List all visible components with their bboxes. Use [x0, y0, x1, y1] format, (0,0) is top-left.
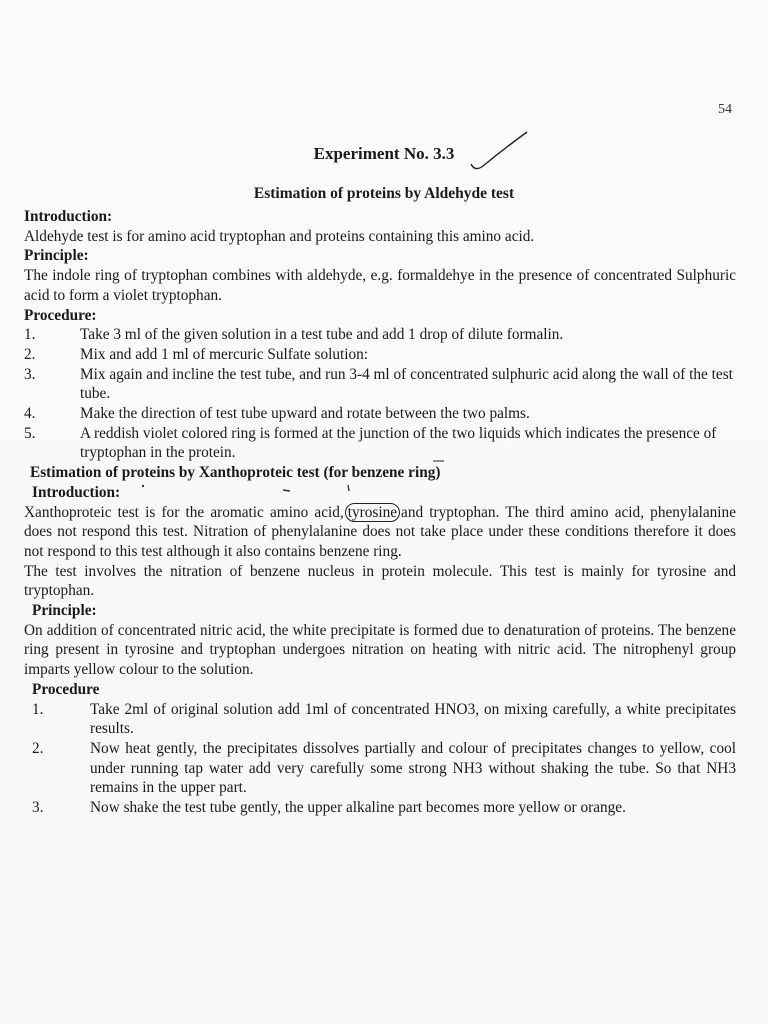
- xanthoproteic-intro-text: [24, 503, 736, 562]
- aldehyde-step: [24, 345, 736, 365]
- step-text: Now shake the test tube gently, the upper alkaline part becomes more yellow or orange.: [90, 799, 626, 817]
- step-number: 1.: [24, 326, 36, 344]
- aldehyde-intro-heading: Introduction:: [24, 208, 113, 225]
- step-text: Make the direction of test tube upward and rotate between the two palms.: [80, 405, 530, 423]
- pen-dash-mark: [282, 487, 292, 493]
- xanthoproteic-intro-text-2: The test involves the nitration of benzene nucleus in protein molecule. This test is mainly for tyrosine and tryptophan.: [24, 562, 736, 600]
- xanthoproteic-step: [32, 798, 736, 818]
- step-number: 3.: [32, 799, 44, 817]
- aldehyde-step: [24, 424, 736, 463]
- intro-text-after: and tryptophan. The third amino acid, phenylalanine does not respond this test. Nitration of phenylalanine does not take place under these conditions therefore it does not respond to this test although it also contains benzene ring.: [24, 503, 736, 560]
- step-number: 2.: [32, 739, 44, 757]
- step-number: 3.: [24, 365, 36, 383]
- step-number: 2.: [24, 345, 36, 363]
- xanthoproteic-intro-heading: Introduction:: [32, 483, 121, 501]
- pen-tick-mark: [345, 484, 353, 494]
- xanthoproteic-step: [32, 700, 736, 739]
- experiment-subtitle: Estimation of proteins by Aldehyde test: [253, 185, 515, 202]
- step-number: 5.: [24, 424, 36, 442]
- aldehyde-principle-heading: Principle:: [24, 247, 89, 265]
- xanthoproteic-procedure-heading: Procedure: [32, 680, 100, 698]
- pen-dash-mark: [432, 458, 446, 464]
- document-body: [24, 207, 736, 818]
- xanthoproteic-section-heading: Estimation of proteins by Xanthoproteic test (for benzene ring): [30, 464, 441, 482]
- step-number: 1.: [32, 700, 44, 718]
- aldehyde-step: [24, 404, 736, 424]
- aldehyde-procedure-heading: Procedure:: [24, 306, 97, 324]
- step-text: Take 2ml of original solution add 1ml of concentrated HNO3, on mixing carefully, a white precipitates results.: [90, 700, 736, 738]
- xanthoproteic-principle-heading: Principle:: [32, 602, 97, 620]
- step-text: Mix and add 1 ml of mercuric Sulfate solution:: [80, 345, 369, 363]
- xanthoproteic-step: [32, 739, 736, 798]
- page-number: 54: [718, 102, 732, 117]
- step-number: 4.: [24, 405, 36, 423]
- step-text: Take 3 ml of the given solution in a test tube and add 1 drop of dilute formalin.: [80, 326, 564, 344]
- step-text: Mix again and incline the test tube, and run 3-4 ml of concentrated sulphuric acid along the wall of the test tube.: [80, 365, 733, 403]
- circled-word: tyrosine: [345, 503, 400, 522]
- handwritten-checkmark-icon: [465, 128, 535, 178]
- step-text: A reddish violet colored ring is formed at the junction of the two liquids which indicates the presence of tryptophan in the protein.: [80, 424, 717, 462]
- aldehyde-step: [24, 325, 736, 345]
- xanthoproteic-principle-text: On addition of concentrated nitric acid, the white precipitate is formed due to denaturation of proteins. The benzene ring present in tyrosine and tryptophan undergoes nitration on heating with nitric acid. The nitrophenyl group imparts yellow colour to the solution.: [24, 621, 736, 679]
- intro-text-before: Xanthoproteic test is for the aromatic amino acid,: [24, 503, 344, 521]
- pen-dot-mark: [140, 483, 148, 491]
- step-text: Now heat gently, the precipitates dissolves partially and colour of precipitates changes to yellow, cool under running tap water add very carefully some strong NH3 without shaking the tube. So that NH3 remains in the upper part.: [90, 739, 736, 797]
- experiment-title: Experiment No. 3.3: [313, 144, 455, 163]
- aldehyde-principle-text: The indole ring of tryptophan combines with aldehyde, e.g. formaldehye in the presence of concentrated Sulphuric acid to form a violet tryptophan.: [24, 267, 736, 304]
- aldehyde-step: [24, 365, 736, 404]
- aldehyde-intro-text: Aldehyde test is for amino acid tryptophan and proteins containing this amino acid.: [24, 227, 535, 245]
